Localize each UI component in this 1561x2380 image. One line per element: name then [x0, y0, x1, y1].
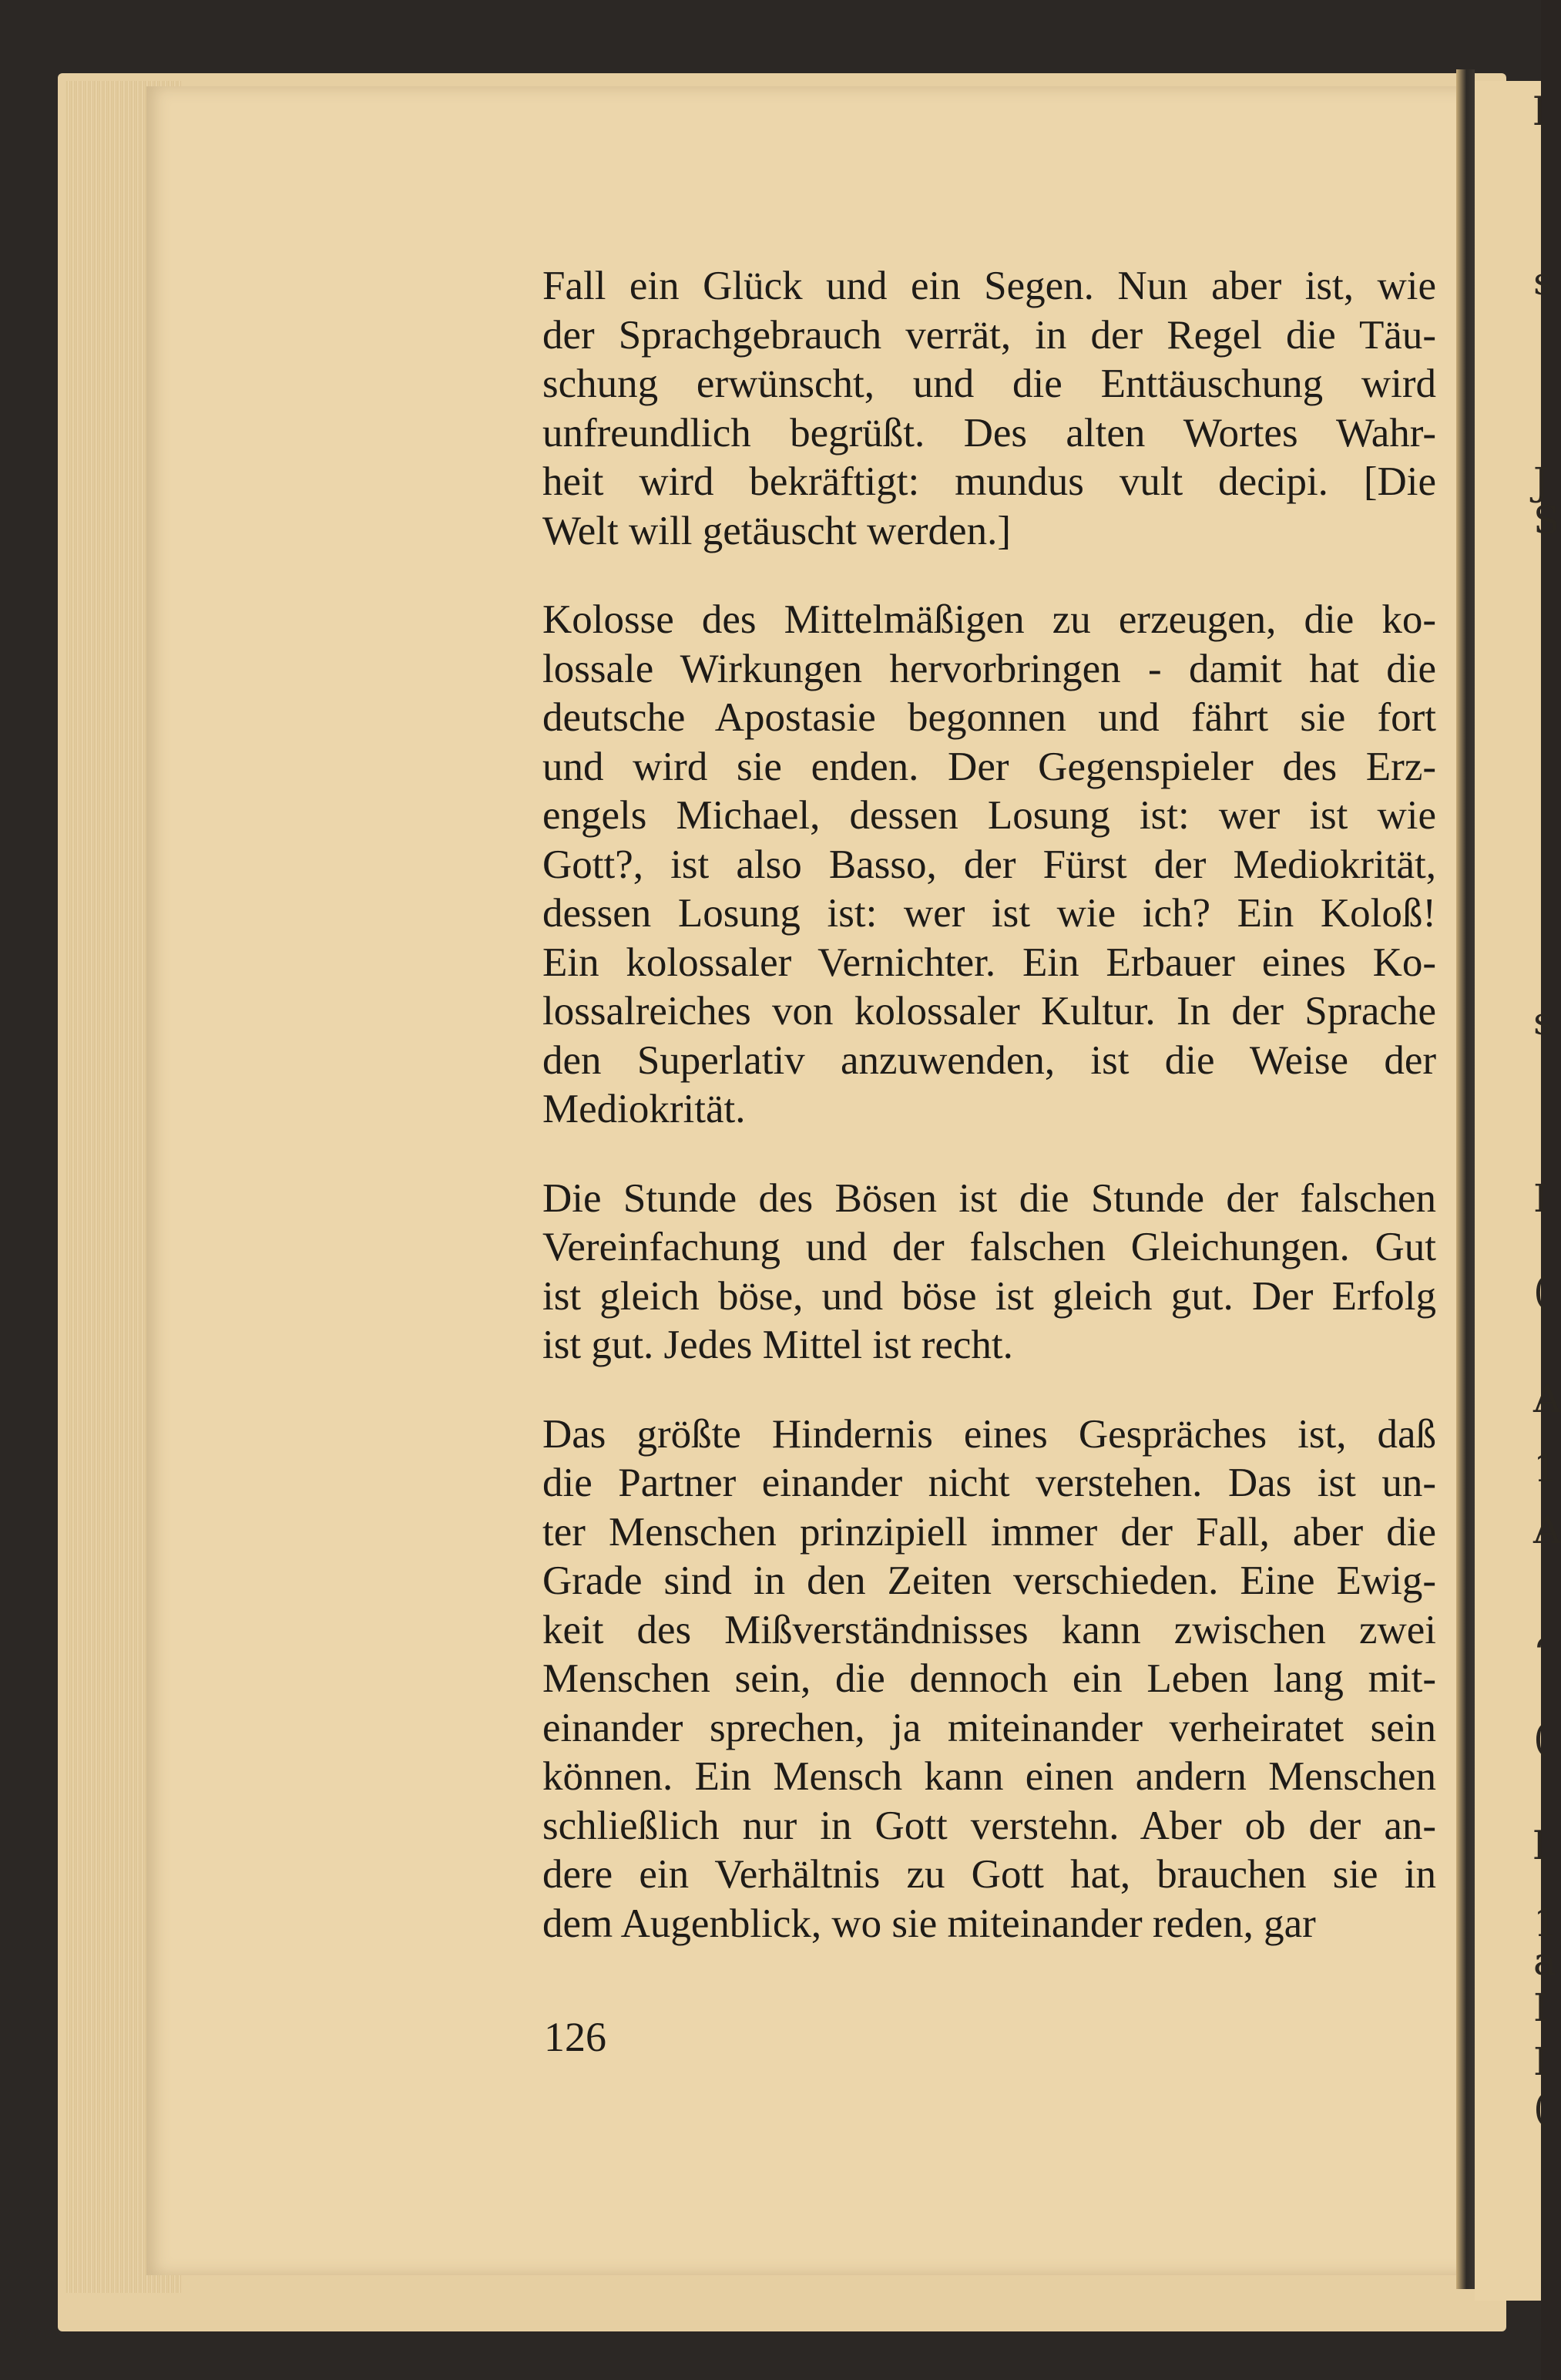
facing-page-edge: [1475, 81, 1541, 2301]
facing-page-glyph: s: [1533, 999, 1553, 1044]
text-line: Mediokrität.: [542, 1087, 746, 1131]
text-line: die Partner einander nicht verstehen. Das ist un-: [542, 1461, 1436, 1505]
text-line: ter Menschen prinzipiell immer der Fall, aber die: [542, 1509, 1436, 1555]
page-number: 126: [544, 2014, 606, 2060]
text-line: unfreundlich begrüßt. Des alten Wortes Wahr-: [542, 410, 1436, 455]
facing-page-glyph: (: [1533, 2086, 1549, 2130]
facing-page-glyph: I: [1533, 1985, 1549, 2030]
text-line: dere ein Verhältnis zu Gott hat, brauchen sie in: [542, 1852, 1436, 1897]
text-line: dessen Losung ist: wer ist wie ich? Ein Koloß!: [542, 891, 1436, 936]
facing-page-glyph: I: [1533, 2039, 1549, 2084]
text-line: lossale Wirkungen hervorbringen - damit hat die: [542, 646, 1436, 691]
text-line: einander sprechen, ja miteinander verheiratet sein: [542, 1705, 1436, 1750]
text-line: Fall ein Glück und ein Segen. Nun aber ist, wie: [542, 264, 1436, 308]
text-line: engels Michael, dessen Losung ist: wer ist wie: [542, 793, 1436, 838]
paragraph: [542, 1410, 1436, 1949]
text-line: Gott?, ist also Basso, der Fürst der Mediokrität,: [542, 842, 1436, 887]
facing-page-glyph: ‘: [1533, 1631, 1546, 1676]
facing-page-glyph: a: [1533, 1939, 1556, 1984]
paragraph: [542, 262, 1436, 556]
text-line: Das größte Hindernis eines Gespräches ist, daß: [542, 1411, 1436, 1457]
paragraph: [542, 596, 1436, 1135]
facing-page-glyph: I: [1533, 1176, 1549, 1221]
facing-page-glyph: l: [1533, 89, 1546, 134]
facing-page-glyph: l: [1533, 1824, 1546, 1868]
text-line: Kolosse des Mittelmäßigen zu erzeugen, die ko-: [542, 597, 1436, 642]
facing-page-glyph: (: [1533, 1269, 1549, 1313]
text-line: Ein kolossaler Vernichter. Ein Erbauer eines Ko-: [542, 940, 1436, 985]
text-line: ist gut. Jedes Mittel ist recht.: [542, 1323, 1013, 1367]
facing-page-glyph: 1: [1533, 1901, 1558, 1945]
text-line: der Sprachgebrauch verrät, in der Regel die Täu-: [542, 312, 1436, 358]
text-line: ist gleich böse, und böse ist gleich gut. Der Erfolg: [542, 1273, 1436, 1319]
book-gutter: [1456, 69, 1475, 2289]
text-line: keit des Mißverständnisses kann zwischen zwei: [542, 1607, 1436, 1652]
text-line: schließlich nur in Gott verstehn. Aber ob der an-: [542, 1803, 1436, 1848]
facing-page-glyph: (: [1533, 1716, 1549, 1760]
text-line: Die Stunde des Bösen ist die Stunde der falschen: [542, 1175, 1436, 1221]
facing-page-glyph: 1: [1533, 1446, 1558, 1491]
text-line: Menschen sein, die dennoch ein Leben lang mit-: [542, 1656, 1436, 1701]
text-line: deutsche Apostasie begonnen und fährt sie fort: [542, 695, 1436, 740]
paragraph: [542, 1175, 1436, 1370]
text-line: den Superlativ anzuwenden, ist die Weise der: [542, 1037, 1436, 1083]
facing-page-glyph: J: [1533, 459, 1549, 504]
text-line: lossalreiches von kolossaler Kultur. In der Sprache: [542, 989, 1436, 1034]
text-line: Vereinfachung und der falschen Gleichungen. Gut: [542, 1225, 1436, 1269]
facing-page-glyph: s: [1533, 259, 1553, 304]
facing-page-glyph: A: [1533, 1377, 1561, 1421]
text-line: Grade sind in den Zeiten verschieden. Eine Ewig-: [542, 1558, 1436, 1603]
text-line: können. Ein Mensch kann einen andern Menschen: [542, 1754, 1436, 1799]
page-text: [542, 262, 1436, 1988]
text-line: und wird sie enden. Der Gegenspieler des Erz-: [542, 744, 1436, 789]
text-line: schung erwünscht, und die Enttäuschung wird: [542, 361, 1436, 406]
text-line: heit wird bekräftigt: mundus vult decipi. [Die: [542, 459, 1436, 504]
text-line: Welt will getäuscht werden.]: [542, 508, 1011, 553]
facing-page-glyph: A: [1533, 1508, 1561, 1552]
text-line: dem Augenblick, wo sie miteinander reden, gar: [542, 1901, 1316, 1946]
facing-page-glyph: S: [1533, 498, 1560, 543]
